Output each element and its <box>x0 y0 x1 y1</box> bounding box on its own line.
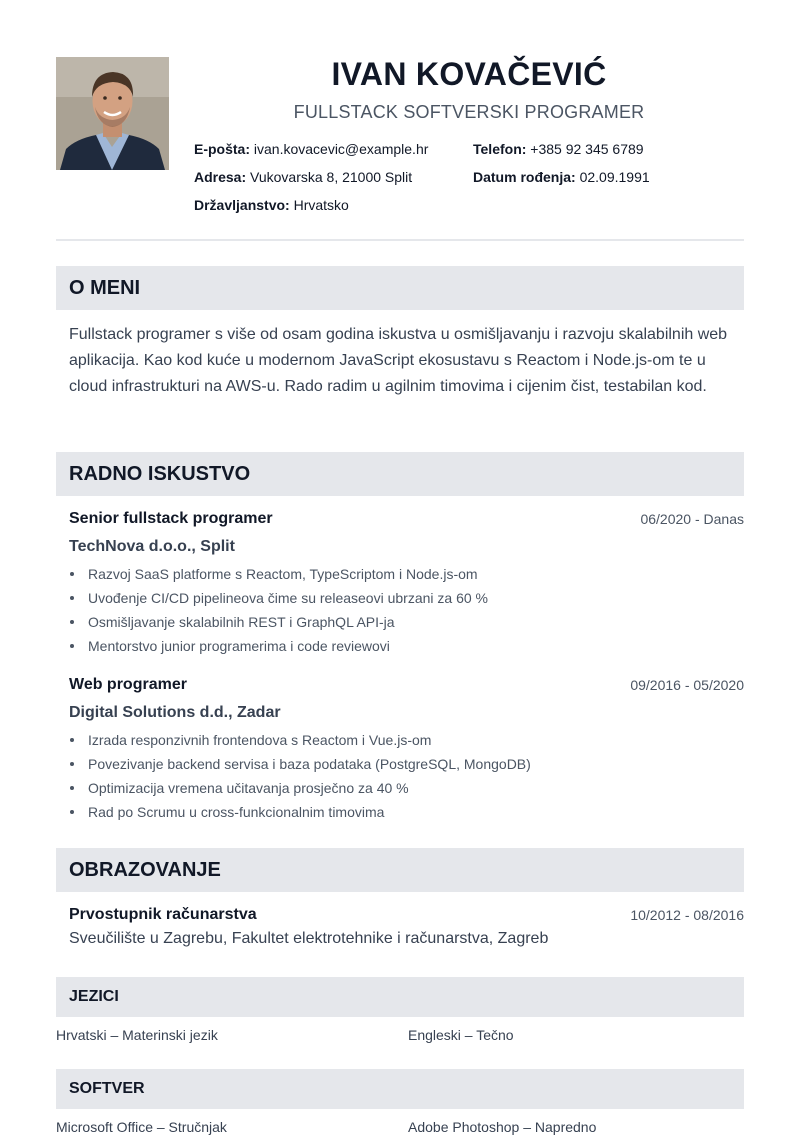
address-label: Adresa: <box>194 169 247 185</box>
phone-value: +385 92 345 6789 <box>530 141 644 157</box>
experience-company: TechNova d.o.o., Split <box>69 538 235 555</box>
education-institution: Sveučilište u Zagrebu, Fakultet elektrotehnike i računarstva, Zagreb <box>69 930 549 947</box>
candidate-name: IVAN KOVAČEVIĆ <box>331 56 607 92</box>
person-portrait-icon <box>56 57 169 170</box>
section-heading-about: O MENI <box>56 266 744 310</box>
section-heading-languages: JEZICI <box>56 977 744 1017</box>
experience-bullet: Rad po Scrumu u cross-funkcionalnim timovima <box>69 800 531 824</box>
contact-birthdate <box>473 169 650 185</box>
birthdate-value: 02.09.1991 <box>579 169 650 185</box>
contact-address <box>194 169 412 185</box>
experience-title: Senior fullstack programer <box>69 510 273 527</box>
phone-label: Telefon: <box>473 141 527 157</box>
job-title: FULLSTACK SOFTVERSKI PROGRAMER <box>293 102 645 122</box>
experience-bullet: Uvođenje CI/CD pipelineova čime su releaseovi ubrzani za 60 % <box>69 586 488 610</box>
education-date: 10/2012 - 08/2016 <box>630 907 744 923</box>
header-divider <box>56 239 744 241</box>
email-label: E-pošta: <box>194 141 250 157</box>
education-degree: Prvostupnik računarstva <box>69 906 257 923</box>
experience-bullet: Izrada responzivnih frontendova s Reactom i Vue.js-om <box>69 728 531 752</box>
about-text: Fullstack programer s više od osam godina iskustva u osmišljavanju i razvoju skalabilnih web aplikacija. Kao kod kuće u modernom JavaScript ekosustavu s Reactom i Node.js-om te u cloud infrastrukturi na AWS-u. Rado radim u agilnim timovima i cijenim čist, testabilan kod. <box>69 326 728 395</box>
birthdate-label: Datum rođenja: <box>473 169 576 185</box>
experience-bullet-list <box>69 562 488 658</box>
software-item: Microsoft Office – Stručnjak <box>56 1119 227 1135</box>
profile-photo <box>56 57 169 170</box>
experience-bullet: Mentorstvo junior programerima i code reviewovi <box>69 634 488 658</box>
section-heading-education: OBRAZOVANJE <box>56 848 744 892</box>
experience-company: Digital Solutions d.d., Zadar <box>69 704 281 721</box>
citizenship-value: Hrvatsko <box>293 197 349 213</box>
section-heading-experience: RADNO ISKUSTVO <box>56 452 744 496</box>
contact-email <box>194 141 428 157</box>
experience-bullet-list <box>69 728 531 824</box>
contact-phone <box>473 141 644 157</box>
citizenship-label: Državljanstvo: <box>194 197 290 213</box>
experience-date: 09/2016 - 05/2020 <box>630 677 744 693</box>
experience-date: 06/2020 - Danas <box>640 511 744 527</box>
address-value: Vukovarska 8, 21000 Split <box>250 169 413 185</box>
experience-title: Web programer <box>69 676 187 693</box>
language-item: Hrvatski – Materinski jezik <box>56 1027 218 1043</box>
experience-bullet: Razvoj SaaS platforme s Reactom, TypeScriptom i Node.js-om <box>69 562 488 586</box>
experience-bullet: Povezivanje backend servisa i baza podataka (PostgreSQL, MongoDB) <box>69 752 531 776</box>
section-heading-software: SOFTVER <box>56 1069 744 1109</box>
software-item: Adobe Photoshop – Napredno <box>408 1119 597 1135</box>
experience-bullet: Optimizacija vremena učitavanja prosječno za 40 % <box>69 776 531 800</box>
cv-page <box>56 0 744 1135</box>
contact-citizenship <box>194 197 349 213</box>
language-item: Engleski – Tečno <box>408 1027 514 1043</box>
experience-bullet: Osmišljavanje skalabilnih REST i GraphQL API-ja <box>69 610 488 634</box>
email-value: ivan.kovacevic@example.hr <box>253 141 429 157</box>
